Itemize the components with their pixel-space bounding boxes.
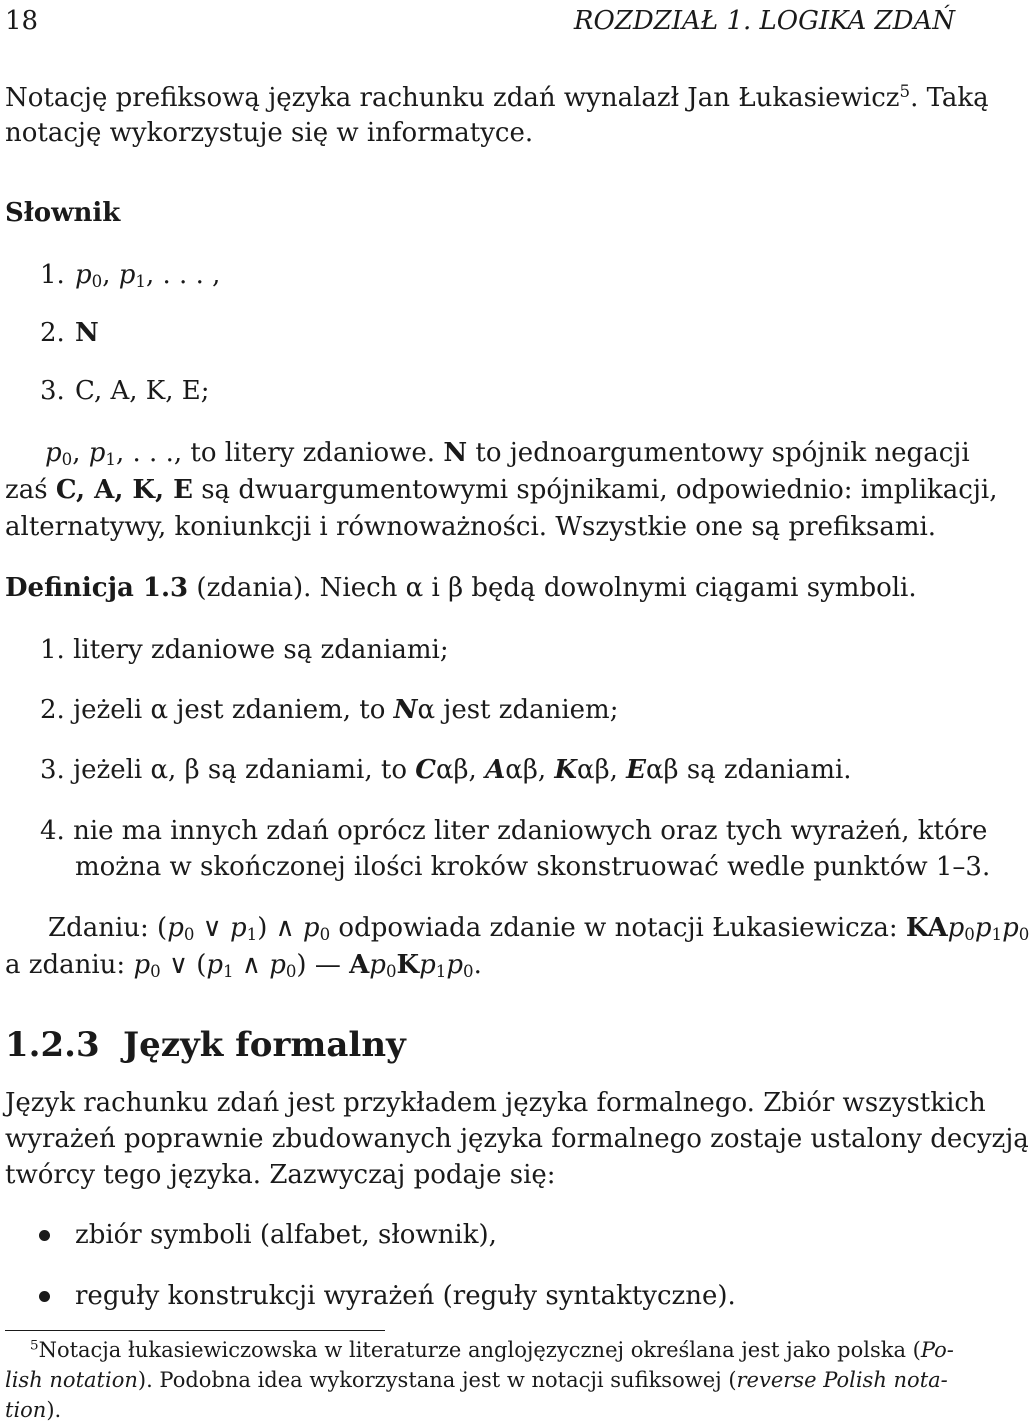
- footnote-ref: 5: [899, 81, 911, 101]
- footnote-line-3: tion).: [5, 1398, 62, 1422]
- footnote-line-1: $^5$Notacja łukasiewiczowska w literaturze anglojęzycznej określana jest jako polska (Po-: [30, 1338, 954, 1362]
- example-line-2: a zdaniu: $p_0$ ∨ ($p_1$ ∧ $p_0$) — $Ap_0Kp_1p_0$.: [5, 950, 482, 982]
- section-paragraph-line-3: twórcy tego języka. Zazwyczaj podaje się:: [5, 1160, 556, 1190]
- definition-item-4-line-2: można w skończonej ilości kroków skonstruować wedle punktów 1–3.: [75, 852, 991, 882]
- slownik-item-1: $p_0$, $p_1$, . . . ,: [75, 260, 221, 292]
- definition-item-4-line-1: 4. nie ma innych zdań oprócz liter zdaniowych oraz tych wyrażeń, które: [40, 816, 988, 846]
- explanation-line-1: $p_0$, $p_1$, . . ., to litery zdaniowe. N to jednoargumentowy spójnik negacji: [45, 438, 970, 470]
- section-title: Język formalny: [123, 1025, 406, 1065]
- page-number: 18: [5, 6, 39, 36]
- explanation-line-3: alternatywy, koniunkcji i równoważności. Wszystkie one są prefiksami.: [5, 512, 937, 542]
- intro-line-2: notację wykorzystuje się w informatyce.: [5, 118, 534, 148]
- running-header: ROZDZIAŁ 1. LOGIKA ZDAŃ: [573, 6, 955, 36]
- definition-item-3: 3. jeżeli α, β są zdaniami, to Cαβ, Aαβ, Kαβ, Eαβ są zdaniami.: [40, 755, 852, 785]
- definition-heading: Definicja 1.3 (zdania). Niech α i β będą dowolnymi ciągami symboli.: [5, 573, 917, 603]
- definition-item-1: 1. litery zdaniowe są zdaniami;: [40, 635, 449, 665]
- definition-item-2: 2. jeżeli α jest zdaniem, to Nα jest zdaniem;: [40, 695, 619, 725]
- section-number: 1.2.3: [5, 1025, 100, 1065]
- bullet-icon: [39, 1230, 50, 1241]
- section-paragraph-line-2: wyrażeń poprawnie zbudowanych języka formalnego zostaje ustalony decyzją: [5, 1124, 1029, 1154]
- slownik-heading: Słownik: [5, 198, 121, 228]
- bullet-item-1: zbiór symboli (alfabet, słownik),: [75, 1220, 497, 1250]
- footnote-rule: [5, 1330, 385, 1331]
- explanation-line-2: zaś C, A, K, E są dwuargumentowymi spójnikami, odpowiednio: implikacji,: [5, 475, 998, 505]
- section-paragraph-line-1: Język rachunku zdań jest przykładem języka formalnego. Zbiór wszystkich: [5, 1088, 986, 1118]
- bullet-item-2: reguły konstrukcji wyrażeń (reguły syntaktyczne).: [75, 1281, 736, 1311]
- footnote-line-2: lish notation). Podobna idea wykorzystana jest w notacji sufiksowej (reverse Polish nota-: [5, 1368, 948, 1392]
- intro-line-1: Notację prefiksową języka rachunku zdań wynalazł Jan Łukasiewicz$^5$. Taką: [5, 81, 989, 113]
- bullet-icon: [39, 1291, 50, 1302]
- slownik-item-2: N: [75, 318, 99, 348]
- definition-label: Definicja 1.3: [5, 573, 189, 603]
- slownik-item-1-number: 1.: [40, 260, 65, 290]
- slownik-item-2-number: 2.: [40, 318, 65, 348]
- slownik-item-3-number: 3.: [40, 376, 65, 406]
- example-line-1: Zdaniu: ($p_0$ ∨ $p_1$) ∧ $p_0$ odpowiada zdanie w notacji Łukasiewicza: $KAp_0p_1p_0$: [48, 913, 1029, 945]
- footnote-mark: 5: [30, 1338, 39, 1354]
- slownik-item-3: C, A, K, E;: [75, 376, 210, 406]
